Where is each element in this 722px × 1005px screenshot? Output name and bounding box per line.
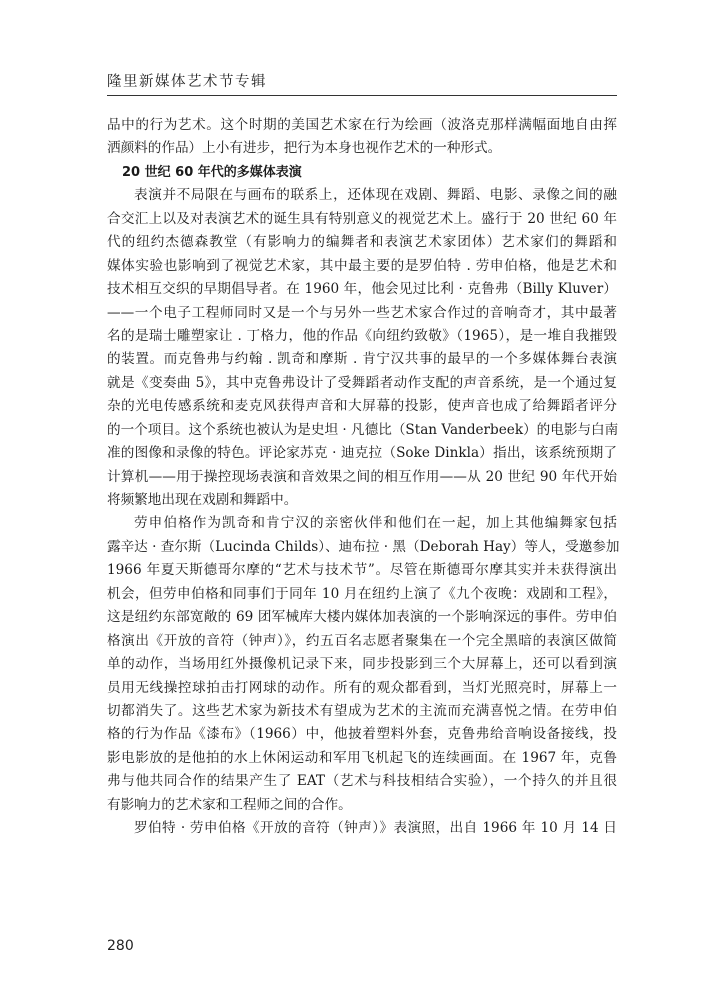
text-line: 这是纽约东部宽敞的 69 团军械库大楼内媒体加表演的一个影响深远的事件。劳申伯 [107, 609, 617, 626]
text-line: 名的是瑞士雕塑家让 . 丁格力，他的作品《向纽约致敬》（1965），是一堆自我摧毁 [107, 327, 617, 344]
text-line: 露辛达 · 查尔斯（Lucinda Childs）、迪布拉 · 黑（Deborah Hay）等人，受邀参加 [107, 538, 620, 555]
text-line: 将频繁地出现在戏剧和舞蹈中。 [107, 492, 298, 508]
text-line: 合交汇上以及对表演艺术的诞生具有特别意义的视觉艺术上。盛行于 20 世纪 60 年 [107, 210, 617, 227]
text-line: 代的纽约杰德森教堂（有影响力的编舞者和表演艺术家团体）艺术家们的舞蹈和 [107, 234, 617, 251]
text-line: 就是《变奏曲 5》，其中克鲁弗设计了受舞蹈者动作支配的声音系统，是一个通过复 [107, 374, 617, 391]
text-line: 格演出《开放的音符（钟声）》，约五百名志愿者聚集在一个完全黑暗的表演区做简 [107, 632, 617, 649]
section-heading: 20 世纪 60 年代的多媒体表演 [122, 164, 302, 180]
text-line: 员用无线操控球拍击打网球的动作。所有的观众都看到，当灯光照亮时，屏幕上一 [107, 679, 617, 696]
text-line: 切都消失了。这些艺术家为新技术有望成为艺术的主流而充满喜悦之情。在劳申伯 [107, 702, 617, 719]
text-line: 品中的行为艺术。这个时期的美国艺术家在行为绘画（波洛克那样满幅面地自由挥 [107, 117, 617, 133]
running-header: 隆里新媒体艺术节专辑 [107, 74, 267, 90]
text-line: 弗与他共同合作的结果产生了 EAT（艺术与科技相结合实验），一个持久的并且很 [107, 773, 617, 790]
text-line: 罗伯特 · 劳申伯格《开放的音符（钟声）》表演照，出自 1966 年 10 月 14 日 [134, 820, 617, 837]
text-line: 的装置。而克鲁弗与约翰 . 凯奇和摩斯 . 肯宁汉共事的最早的一个多媒体舞台表演 [107, 351, 617, 368]
text-line: 杂的光电传感系统和麦克风获得声音和大屏幕的投影，使声音也成了给舞蹈者评分 [107, 398, 617, 415]
text-line: 格的行为作品《漆布》（1966）中，他披着塑料外套，克鲁弗给音响设备接线，投 [107, 726, 617, 743]
page-number: 280 [107, 938, 134, 954]
text-line: 1966 年夏天斯德哥尔摩的“艺术与技术节”。尽管在斯德哥尔摩其实并未获得演出 [107, 562, 617, 579]
text-line: 的一个项目。这个系统也被认为是史坦 · 凡德比（Stan Vanderbeek）的电影与白南 [107, 421, 619, 438]
text-line: 劳申伯格作为凯奇和肯宁汉的亲密伙伴和他们在一起，加上其他编舞家包括 [134, 515, 617, 532]
text-line: 洒颜料的作品）上小有进步，把行为本身也视作艺术的一种形式。 [107, 140, 502, 157]
text-line: 机会，但劳申伯格和同事们于同年 10 月在纽约上演了《九个夜晚：戏剧和工程》， [107, 585, 617, 602]
body-text [107, 114, 620, 841]
text-line: 单的动作，当场用红外摄像机记录下来，同步投影到三个大屏幕上，还可以看到演 [107, 656, 617, 673]
text-line: 媒体实验也影响到了视觉艺术家，其中最主要的是罗伯特 . 劳申伯格，他是艺术和 [107, 257, 617, 274]
text-line: ——一个电子工程师同时又是一个与另外一些艺术家合作过的音响奇才，其中最著 [107, 304, 617, 321]
text-line: 技术相互交织的早期倡导者。在 1960 年，他会见过比利 · 克鲁弗（Billy Kluver） [107, 281, 617, 298]
text-line: 计算机——用于操控现场表演和音效果之间的相互作用——从 20 世纪 90 年代开始 [107, 468, 617, 485]
text-line: 准的图像和录像的特色。评论家苏克 · 迪克拉（Soke Dinkla）指出，该系统预期了 [107, 445, 617, 462]
text-line: 有影响力的艺术家和工程师之间的合作。 [107, 796, 352, 813]
header-divider [107, 95, 617, 96]
text-line: 影电影放的是他拍的水上休闲运动和军用飞机起飞的连续画面。在 1967 年，克鲁 [107, 749, 617, 766]
text-line: 表演并不局限在与画布的联系上，还体现在戏剧、舞蹈、电影、录像之间的融 [134, 187, 617, 204]
